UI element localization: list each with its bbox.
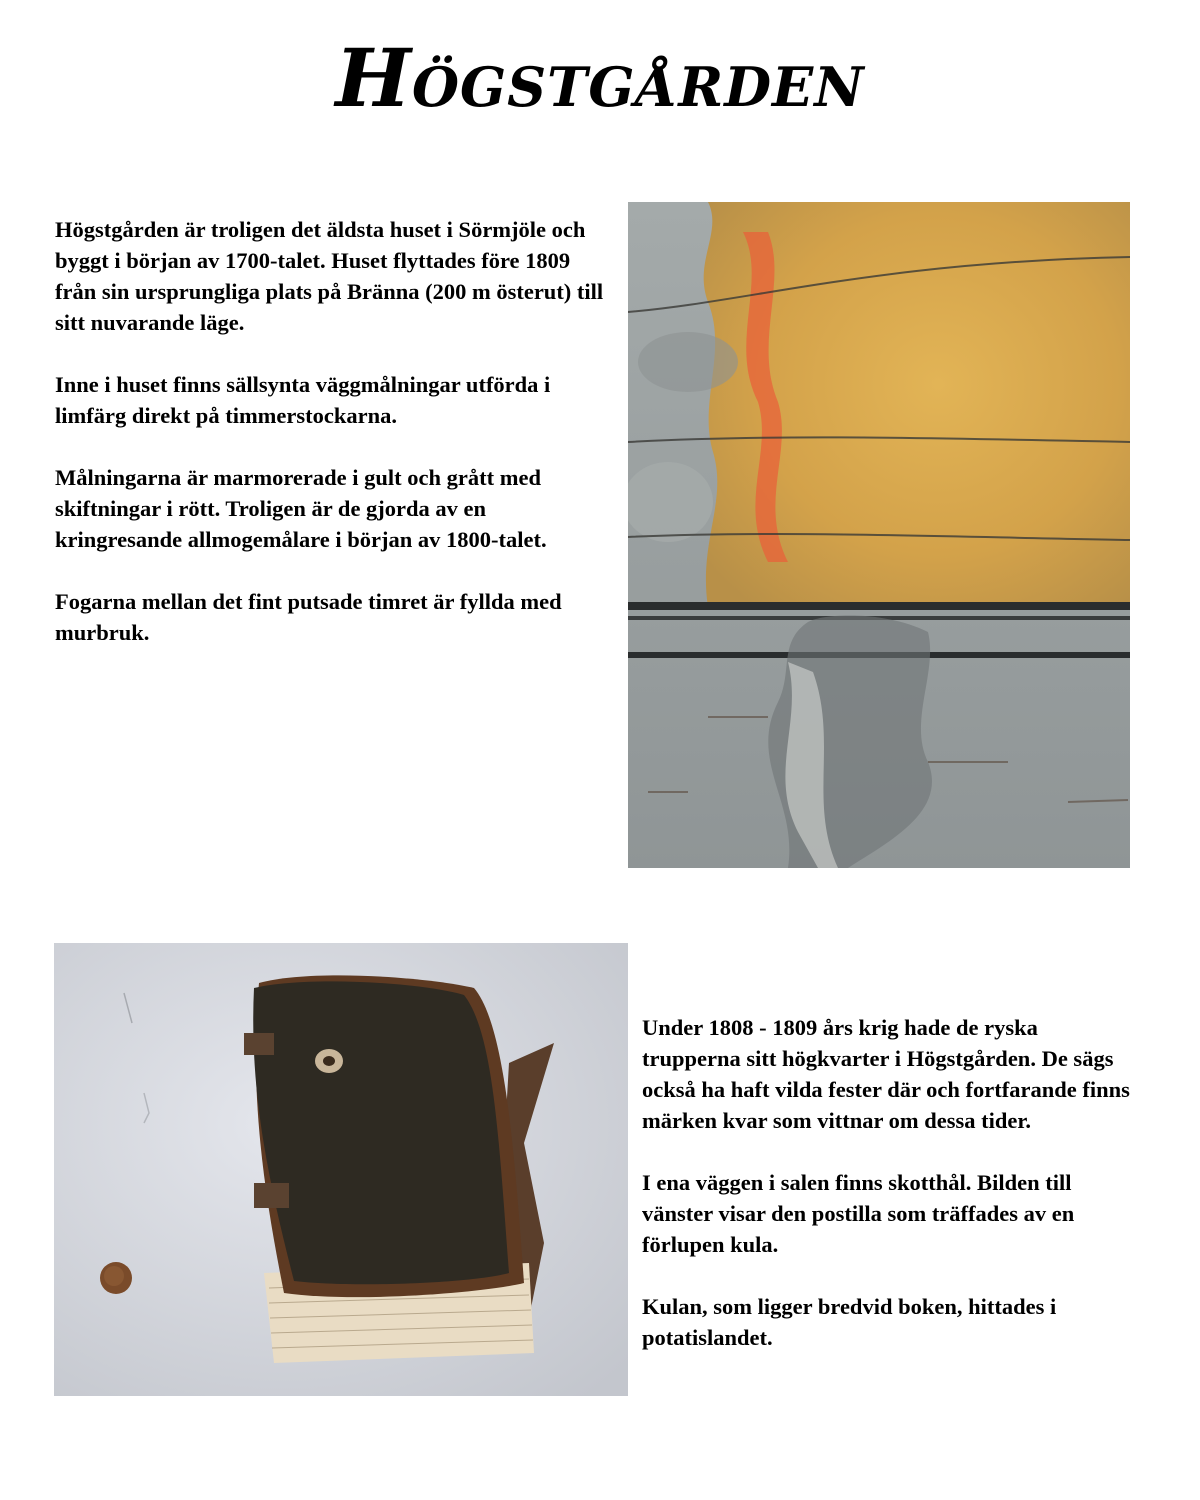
history-paragraph-4: Fogarna mellan det fint putsade timret är fyllda med murbruk. xyxy=(55,589,562,645)
postilla-book-image xyxy=(54,943,628,1396)
war-history-text-block xyxy=(642,1012,1142,1353)
page-title-initial: H xyxy=(335,31,412,125)
page-title-rest: ÖGSTGÅRDEN xyxy=(412,55,865,119)
page-title xyxy=(0,31,1200,125)
wall-painting-photo xyxy=(628,202,1130,868)
history-paragraph-3: Målningarna är marmorerade i gult och grått med skiftningar i rött. Troligen är de gjorda av en kringresande allmogemålare i början av 1800-talet. xyxy=(55,465,547,552)
war-paragraph-3: Kulan, som ligger bredvid boken, hittades i potatislandet. xyxy=(642,1294,1057,1350)
war-paragraph-2: I ena väggen i salen finns skotthål. Bilden till vänster visar den postilla som träffades av en förlupen kula. xyxy=(642,1170,1075,1257)
history-paragraph-2: Inne i huset finns sällsynta väggmålningar utförda i limfärg direkt på timmerstockarna. xyxy=(55,372,551,428)
postilla-book-photo xyxy=(54,943,628,1396)
war-paragraph-1: Under 1808 - 1809 års krig hade de ryska trupperna sitt högkvarter i Högstgården. De sägs också ha haft vilda fester där och fortfarande finns märken kvar som vittnar om dessa tider. xyxy=(642,1015,1130,1133)
history-text-block xyxy=(55,214,615,648)
wall-painting-image xyxy=(628,202,1130,868)
history-paragraph-1: Högstgården är troligen det äldsta huset i Sörmjöle och byggt i början av 1700-talet. Huset flyttades före 1809 från sin ursprungliga plats på Bränna (200 m österut) till sitt nuvarande läge. xyxy=(55,217,604,335)
